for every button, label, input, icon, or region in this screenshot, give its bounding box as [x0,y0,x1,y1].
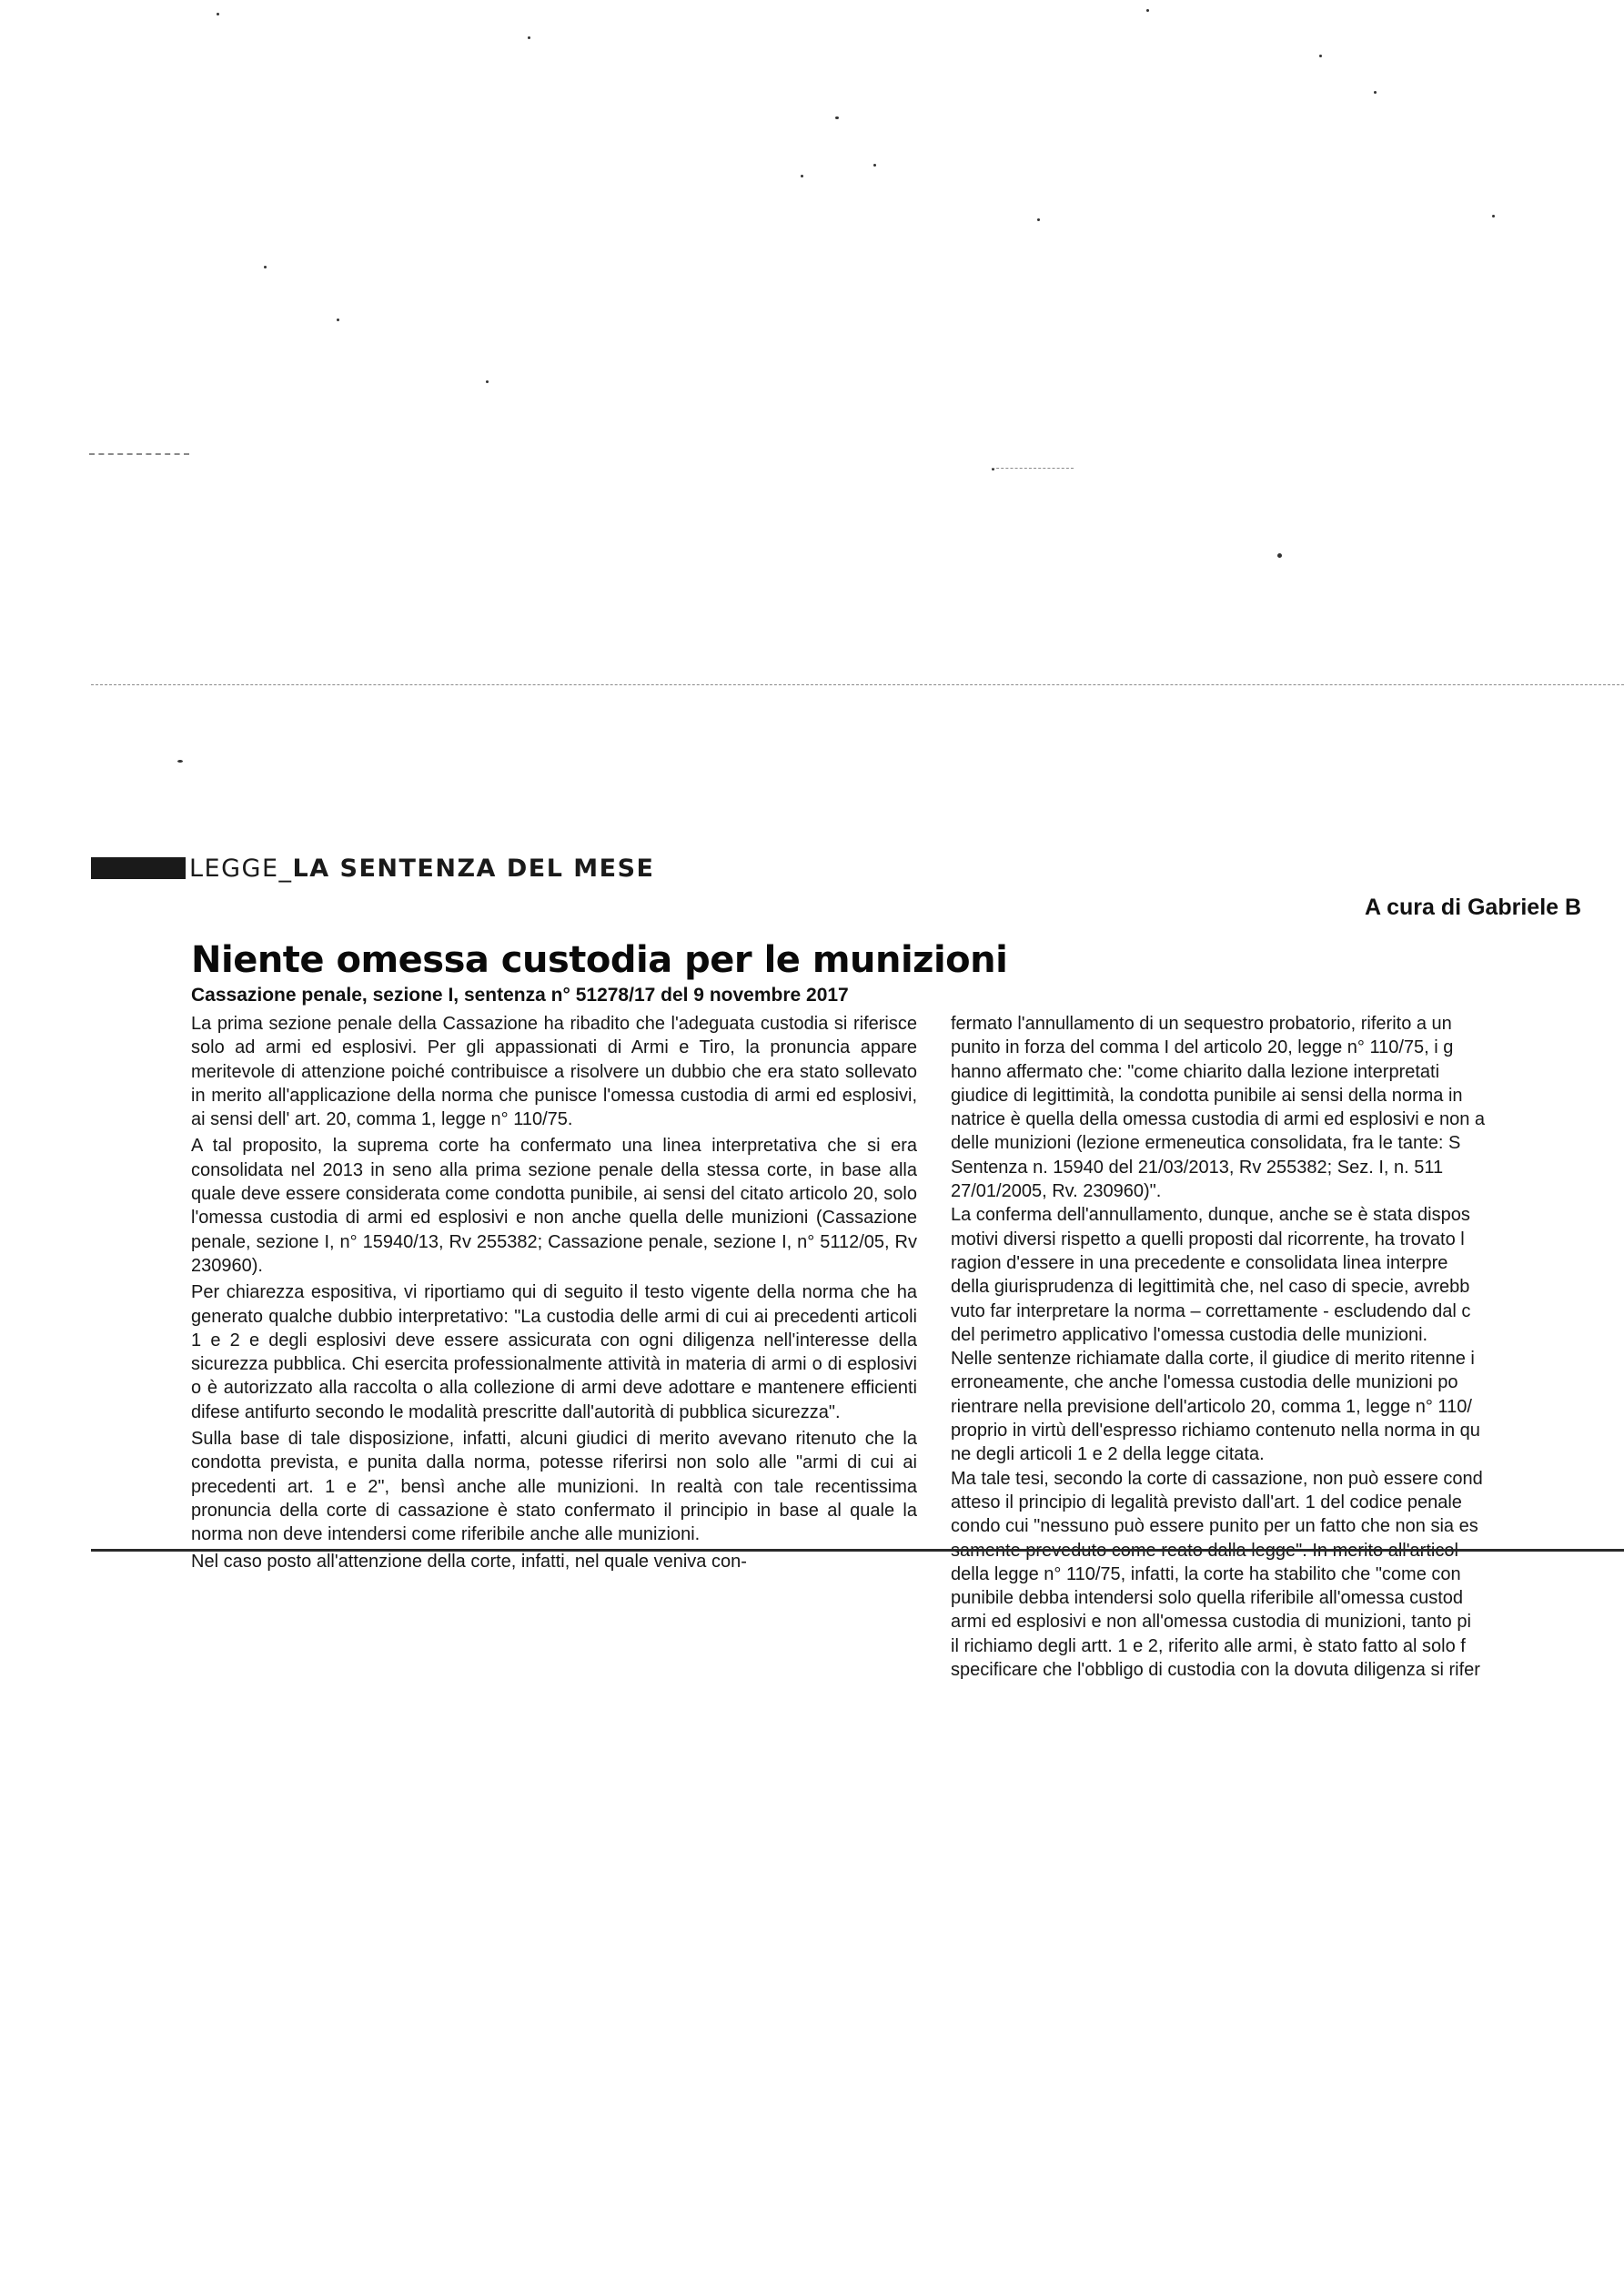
scan-speck [1037,218,1040,221]
scan-dashed-line [992,468,1074,469]
bottom-rule [91,1549,1624,1552]
section-label-prefix: LEGGE_ [189,854,293,883]
scan-speck [1374,91,1377,94]
text-line: il richiamo degli artt. 1 e 2, riferito alle armi, è stato fatto al solo f [951,1635,1466,1656]
paragraph: Per chiarezza espositiva, vi riportiamo qui di seguito il testo vigente della norma che ha generato qualche dubbio interpretativo: "La custodia delle armi di cui ai precedenti articoli 1 e 2 e degli esplosivi deve essere assicurata con ogni diligenza nell'interesse della sicurezza pubblica. Chi esercita professionalmente attività in materia di armi o di esplosivi o è autorizzato alla raccolta o alla collezione di armi deve adottare e mantenere efficienti difese antifurto secondo le modalità prescritte dall'autorità di pubblica sicurezza". [191,1282,917,1422]
paragraph: Sulla base di tale disposizione, infatti, alcuni giudici di merito avevano ritenuto che la condotta prevista, e punita dalla norma, potesse riferirsi non solo alle "armi di cui ai precedenti art. 1 e 2", bensì anche alle munizioni. In realtà con tale recentissima pronuncia della corte di cassazione è stato confermato il principio in base al quale la norma non deve intendersi come riferibile anche alle munizioni. [191,1429,917,1545]
text-line: atteso il principio di legalità previsto dall'art. 1 del codice penale [951,1492,1462,1512]
text-line: condo cui "nessuno può essere punito per un fatto che non sia es [951,1516,1478,1537]
paragraph: La prima sezione penale della Cassazione ha ribadito che l'adeguata custodia si riferisce solo ad armi ed esplosivi. Per gli appassionati di Armi e Tiro, la pronuncia appare meritevole di attenzione poiché contribuisce a risolvere un dubbio che era stato sollevato in merito all'applicazione della norma che punisce l'omessa custodia di armi ed esplosivi, ai sensi dell' art. 20, comma 1, legge n° 110/75. [191,1014,917,1130]
scan-speck [835,116,839,119]
text-line: Ma tale tesi, secondo la corte di cassazione, non può essere cond [951,1468,1483,1489]
scan-speck [1146,9,1149,12]
text-line: proprio in virtù dell'espresso richiamo contenuto nella norma in qu [951,1421,1480,1441]
scan-speck [217,13,219,15]
text-line: hanno affermato che: "come chiarito dalla lezione interpretati [951,1061,1440,1082]
article-subhead: Cassazione penale, sezione I, sentenza n° 51278/17 del 9 novembre 2017 [191,985,849,1006]
text-line: vuto far interpretare la norma – correttamente - escludendo dal c [951,1300,1471,1321]
paragraph: Nel caso posto all'attenzione della corte, infatti, nel quale veniva con- [191,1551,747,1572]
article-headline: Niente omessa custodia per le munizioni [191,939,1008,981]
section-label [189,855,655,883]
text-line: punibile debba intendersi solo quella riferibile all'omessa custod [951,1588,1464,1609]
section-bar [91,857,186,879]
scan-speck [1319,55,1322,57]
text-line: delle munizioni (lezione ermeneutica consolidata, fra le tante: S [951,1133,1461,1154]
text-line: ragion d'essere in una precedente e consolidata linea interpre [951,1252,1448,1273]
scan-dashed-line [91,684,1624,685]
text-line: della giurisprudenza di legittimità che, nel caso di specie, avrebb [951,1277,1470,1298]
paragraph: A tal proposito, la suprema corte ha confermato una linea interpretativa che si era consolidata nel 2013 in seno alla prima sezione penale della stessa corte, in base alla quale deve essere considerata come condotta punibile, ai sensi del citato articolo 20, solo l'omessa custodia di armi ed esplosivi e non anche quella delle munizioni (Cassazione penale, sezione I, n° 15940/13, Rv 255382; Cassazione penale, sezione I, n° 5112/05, Rv 230960). [191,1136,917,1276]
text-line: giudice di legittimità, la condotta punibile ai sensi della norma in [951,1085,1463,1106]
section-header [91,850,655,886]
text-line: samente preveduto come reato dalla legge". In merito all'articol [951,1540,1458,1561]
text-line: 27/01/2005, Rv. 230960)". [951,1181,1162,1202]
text-line: punito in forza del comma I del articolo 20, legge n° 110/75, i g [951,1037,1454,1058]
byline: A cura di Gabriele B [1365,895,1582,920]
text-line: natrice è quella della omessa custodia di armi ed esplosivi e non a [951,1109,1486,1130]
text-line: erroneamente, che anche l'omessa custodia delle munizioni po [951,1372,1458,1393]
scan-speck [1277,553,1282,558]
scan-speck [1492,215,1495,217]
text-line: Nelle sentenze richiamate dalla corte, il giudice di merito ritenne i [951,1349,1475,1370]
scan-speck [528,36,530,39]
text-line: motivi diversi rispetto a quelli proposti dal ricorrente, ha trovato l [951,1229,1465,1249]
text-line: armi ed esplosivi e non all'omessa custodia di munizioni, tanto pi [951,1612,1471,1633]
text-line: della legge n° 110/75, infatti, la corte ha stabilito che "come con [951,1563,1461,1584]
article-right-column [951,1012,1624,1682]
section-label-main: LA SENTENZA DEL MESE [292,854,655,883]
scan-speck [177,760,183,763]
text-line: Sentenza n. 15940 del 21/03/2013, Rv 255382; Sez. I, n. 511 [951,1157,1444,1178]
scan-dashed-line [89,453,189,455]
text-line: del perimetro applicativo l'omessa custodia delle munizioni. [951,1324,1428,1345]
text-line: La conferma dell'annullamento, dunque, anche se è stata dispos [951,1205,1470,1226]
scan-speck [873,164,876,167]
scan-speck [337,319,339,321]
scan-speck [486,380,489,383]
text-line: ne degli articoli 1 e 2 della legge citata. [951,1444,1265,1465]
scan-speck [801,175,803,177]
article-left-column [191,1012,917,1576]
text-line: rientrare nella previsione dell'articolo 20, comma 1, legge n° 110/ [951,1396,1472,1417]
text-line: specificare che l'obbligo di custodia con la dovuta diligenza si rifer [951,1660,1480,1681]
scan-speck [264,266,267,268]
text-line: fermato l'annullamento di un sequestro probatorio, riferito a un [951,1014,1452,1034]
